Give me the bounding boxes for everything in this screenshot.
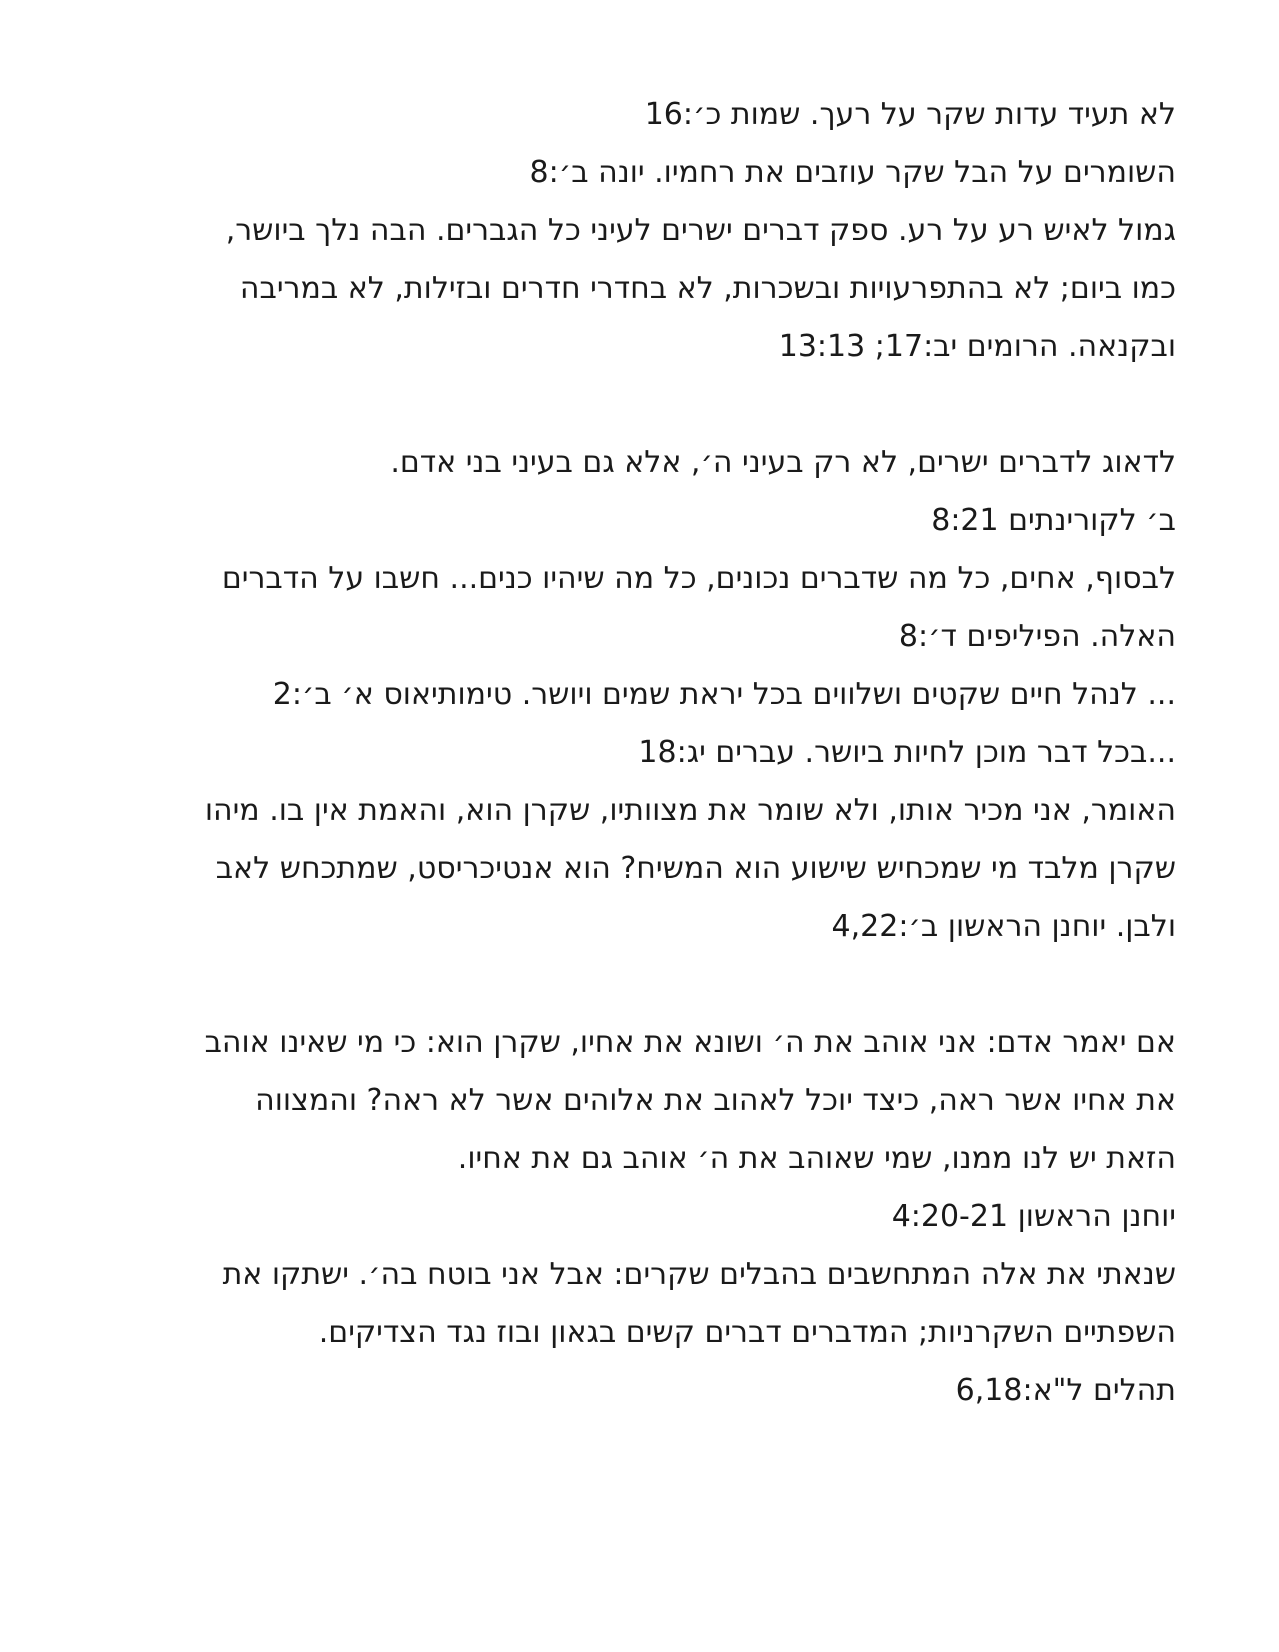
text-line: שנאתי את אלה המתחשבים בהבלים שקרים: אבל אני בוטח בה׳. ישתקו את <box>222 1257 1176 1292</box>
text-line: ...בכל דבר מוכן לחיות ביושר. עברים יג:18 <box>638 735 1176 770</box>
text-line: הזאת יש לנו ממנו, שמי שאוהב את ה׳ אוהב גם את אחיו. <box>457 1141 1176 1176</box>
text-line: לבסוף, אחים, כל מה שדברים נכונים, כל מה שיהיו כנים... חשבו על הדברים <box>221 561 1176 596</box>
text-line: ב׳ לקורינתים 8:21 <box>931 503 1176 538</box>
text-line: האלה. הפיליפים ד׳:8 <box>898 619 1176 654</box>
text-line: תהלים ל"א:6,18 <box>955 1373 1176 1408</box>
text-line: ובקנאה. הרומים יב:17; 13:13 <box>778 329 1176 364</box>
text-line: אם יאמר אדם: אני אוהב את ה׳ ושונא את אחיו, שקרן הוא: כי מי שאינו אוהב <box>204 1025 1176 1060</box>
paragraph-3 <box>96 1014 1176 1420</box>
text-line: את אחיו אשר ראה, כיצד יוכל לאהוב את אלוהים אשר לא ראה? והמצווה <box>255 1083 1176 1118</box>
text-line: ... לנהל חיים שקטים ושלווים בכל יראת שמים ויושר. טימותיאוס א׳ ב׳:2 <box>272 677 1176 712</box>
text-line: שקרן מלבד מי שמכחיש שישוע הוא המשיח? הוא אנטיכריסט, שמתכחש לאב <box>215 851 1176 886</box>
text-line: גמול לאיש רע על רע. ספק דברים ישרים לעיני כל הגברים. הבה נלך ביושר, <box>225 213 1176 248</box>
text-line: האומר, אני מכיר אותו, ולא שומר את מצוותיו, שקרן הוא, והאמת אין בו. מיהו <box>204 793 1176 828</box>
paragraph-spacer <box>96 956 1176 1014</box>
paragraph-2 <box>96 434 1176 956</box>
paragraph-1 <box>96 86 1176 376</box>
scripture-text-body <box>96 86 1176 1420</box>
text-line: ולבן. יוחנן הראשון ב׳:4,22 <box>831 909 1176 944</box>
text-line: כמו ביום; לא בהתפרעויות ובשכרות, לא בחדרי חדרים ובזילות, לא במריבה <box>239 271 1176 306</box>
text-line: לדאוג לדברים ישרים, לא רק בעיני ה׳, אלא גם בעיני בני אדם. <box>390 445 1176 480</box>
paragraph-spacer <box>96 376 1176 434</box>
text-line: השפתיים השקרניות; המדברים דברים קשים בגאון ובוז נגד הצדיקים. <box>318 1315 1176 1350</box>
text-line: יוחנן הראשון 4:20-21 <box>891 1199 1176 1234</box>
text-line: לא תעיד עדות שקר על רעך. שמות כ׳:16 <box>644 97 1176 132</box>
text-line: השומרים על הבל שקר עוזבים את רחמיו. יונה ב׳:8 <box>529 155 1176 190</box>
